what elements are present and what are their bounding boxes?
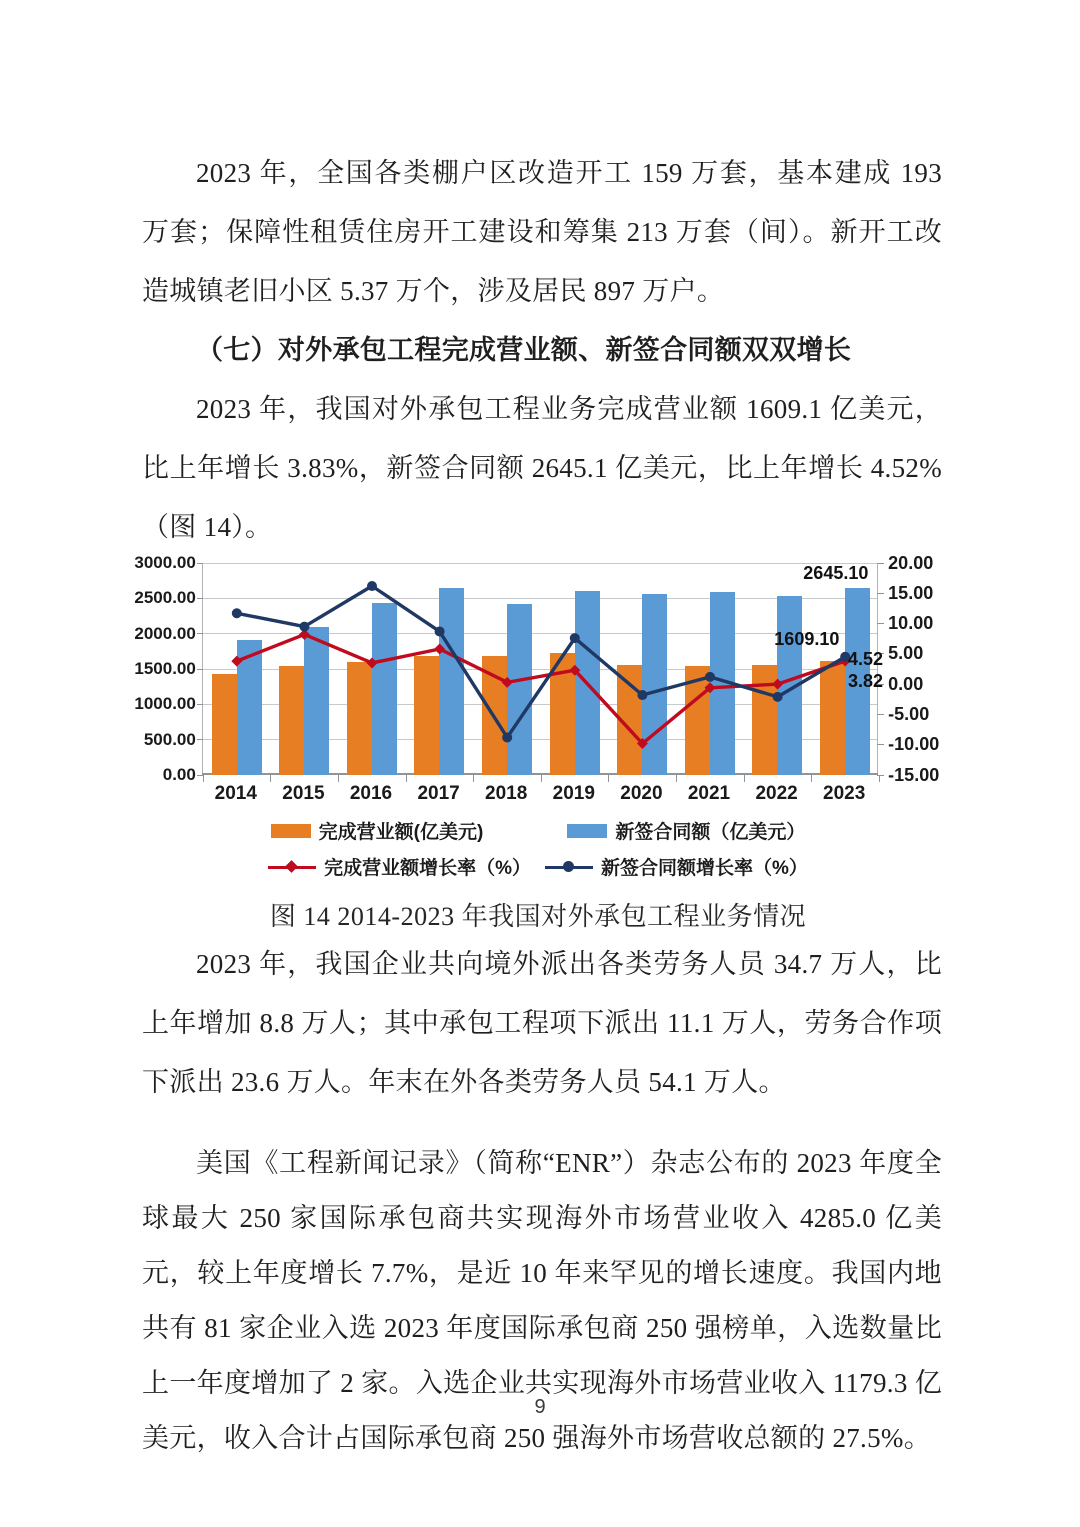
right-axis-tick-label: 5.00 <box>888 643 924 664</box>
chart-plot-area <box>202 563 884 775</box>
diamond-marker-revenue_growth <box>772 679 783 690</box>
circle-marker-contract_growth <box>502 732 512 742</box>
paragraph-housing: 2023 年，全国各类棚户区改造开工 159 万套，基本建成 193 万套；保障性租赁住房开工建设和筹集 213 万套（间）。新开工改造城镇老旧小区 5.37 万个，涉及居民 897 万户。 <box>142 158 942 306</box>
legend-line-revenue_growth <box>268 860 316 874</box>
right-axis-tick-label: 0.00 <box>888 673 924 694</box>
legend-label-new_contracts: 新签合同额（亿美元） <box>615 822 806 843</box>
circle-marker-contract_growth <box>232 608 242 618</box>
circle-marker-contract_growth <box>570 633 580 643</box>
chart <box>130 552 946 785</box>
x-axis-tick-label: 2020 <box>620 783 663 804</box>
chart-lines <box>203 563 879 775</box>
x-axis-tick-label: 2019 <box>552 783 595 804</box>
left-axis-tick-label: 500.00 <box>143 729 196 749</box>
left-axis-tick-label: 2500.00 <box>134 588 196 608</box>
x-axis-labels <box>202 775 878 811</box>
x-axis-tick-label: 2022 <box>755 783 798 804</box>
legend-label-completed_revenue: 完成营业额(亿美元) <box>318 822 484 843</box>
data-label-new_contracts: 2645.10 <box>803 563 869 584</box>
x-axis-tick-label: 2016 <box>349 783 393 804</box>
right-axis-tick-label: 20.00 <box>888 552 934 573</box>
legend-item-completed_revenue <box>271 817 484 844</box>
section-heading: （七）对外承包工程完成营业额、新签合同额双双增长 <box>196 335 852 365</box>
right-axis-tick-label: -10.00 <box>888 734 940 755</box>
legend-label-revenue_growth: 完成营业额增长率（%） <box>324 858 531 879</box>
right-axis-tick-label: 10.00 <box>888 613 934 634</box>
x-axis-tick-label: 2015 <box>282 783 325 804</box>
legend-label-contract_growth: 新签合同额增长率（%） <box>601 858 808 879</box>
x-axis-tick-label: 2018 <box>485 783 528 804</box>
legend-swatch-completed_revenue <box>271 824 311 838</box>
legend-diamond-marker <box>285 860 298 873</box>
circle-marker-contract_growth <box>705 672 715 682</box>
left-axis-tick-label: 0.00 <box>162 765 196 784</box>
circle-marker-contract_growth <box>772 692 782 702</box>
paragraph-labor: 2023 年，我国企业共向境外派出各类劳务人员 34.7 万人，比上年增加 8.8 万人；其中承包工程项下派出 11.1 万人，劳务合作项下派出 23.6 万人。年末在外各类劳务人员 54.1 万人。 <box>142 949 942 1097</box>
left-axis-tick-label: 1000.00 <box>134 694 196 714</box>
figure-14 <box>130 552 946 933</box>
legend-item-new_contracts <box>567 817 805 844</box>
left-axis-tick-label: 3000.00 <box>134 553 196 572</box>
diamond-marker-revenue_growth <box>502 677 513 688</box>
legend-item-contract_growth <box>545 853 808 880</box>
right-axis-tick-label: -5.00 <box>888 703 930 724</box>
left-axis-tick-label: 2000.00 <box>134 623 196 643</box>
diamond-marker-revenue_growth <box>231 656 242 667</box>
chart-legend <box>130 817 946 880</box>
circle-marker-contract_growth <box>367 581 377 591</box>
paragraph-spacer <box>142 1112 942 1136</box>
paragraph-contract-summary: 2023 年，我国对外承包工程业务完成营业额 1609.1 亿美元，比上年增长 3.83%，新签合同额 2645.1 亿美元，比上年增长 4.52%（图 14）。 <box>142 394 942 542</box>
data-label-revenue_growth: 3.82 <box>848 671 884 691</box>
legend-line-contract_growth <box>545 860 593 874</box>
right-axis-tick-label: 15.00 <box>888 582 934 603</box>
diamond-marker-revenue_growth <box>434 644 445 655</box>
x-axis-tick-label: 2023 <box>823 783 866 804</box>
left-axis-tick-label: 1500.00 <box>134 659 196 678</box>
x-axis-tick-label: 2014 <box>214 783 257 804</box>
diamond-marker-revenue_growth <box>366 657 377 668</box>
x-axis-tick <box>879 775 880 782</box>
legend-item-revenue_growth <box>268 853 531 880</box>
data-label-completed_revenue: 1609.10 <box>774 629 840 650</box>
legend-swatch-new_contracts <box>567 824 607 838</box>
page-number: 9 <box>534 1396 546 1418</box>
legend-row-bars <box>271 817 806 844</box>
data-label-contract_growth: 4.52 <box>848 648 884 669</box>
figure-caption: 图 14 2014-2023 年我国对外承包工程业务情况 <box>269 902 807 931</box>
x-axis-tick-label: 2017 <box>417 783 460 804</box>
x-axis-tick-label: 2021 <box>687 783 731 804</box>
left-axis-labels <box>130 553 202 784</box>
right-axis-labels <box>878 552 946 785</box>
legend-row-lines <box>268 853 808 880</box>
circle-marker-contract_growth <box>637 690 647 700</box>
right-axis-tick-label: -15.00 <box>888 764 940 785</box>
legend-circle-marker <box>563 861 574 872</box>
circle-marker-contract_growth <box>299 622 309 632</box>
line-contract_growth <box>237 586 845 737</box>
circle-marker-contract_growth <box>434 626 444 636</box>
paragraph-enr: 美国《工程新闻记录》（简称“ENR”）杂志公布的 2023 年度全球最大 250 家国际承包商共实现海外市场营业收入 4285.0 亿美元，较上年度增长 7.7%，是近 10 年来罕见的增长速度。我国内地共有 81 家企业入选 2023 年度国际承包商 250 强榜单，入选数量比上一年度增加了 2 家。入选企业共实现海外市场营业收入 1179.3 亿美元，收入合计占国际承包商 250 强海外市场营收总额的 27.5%。 <box>142 1148 942 1453</box>
